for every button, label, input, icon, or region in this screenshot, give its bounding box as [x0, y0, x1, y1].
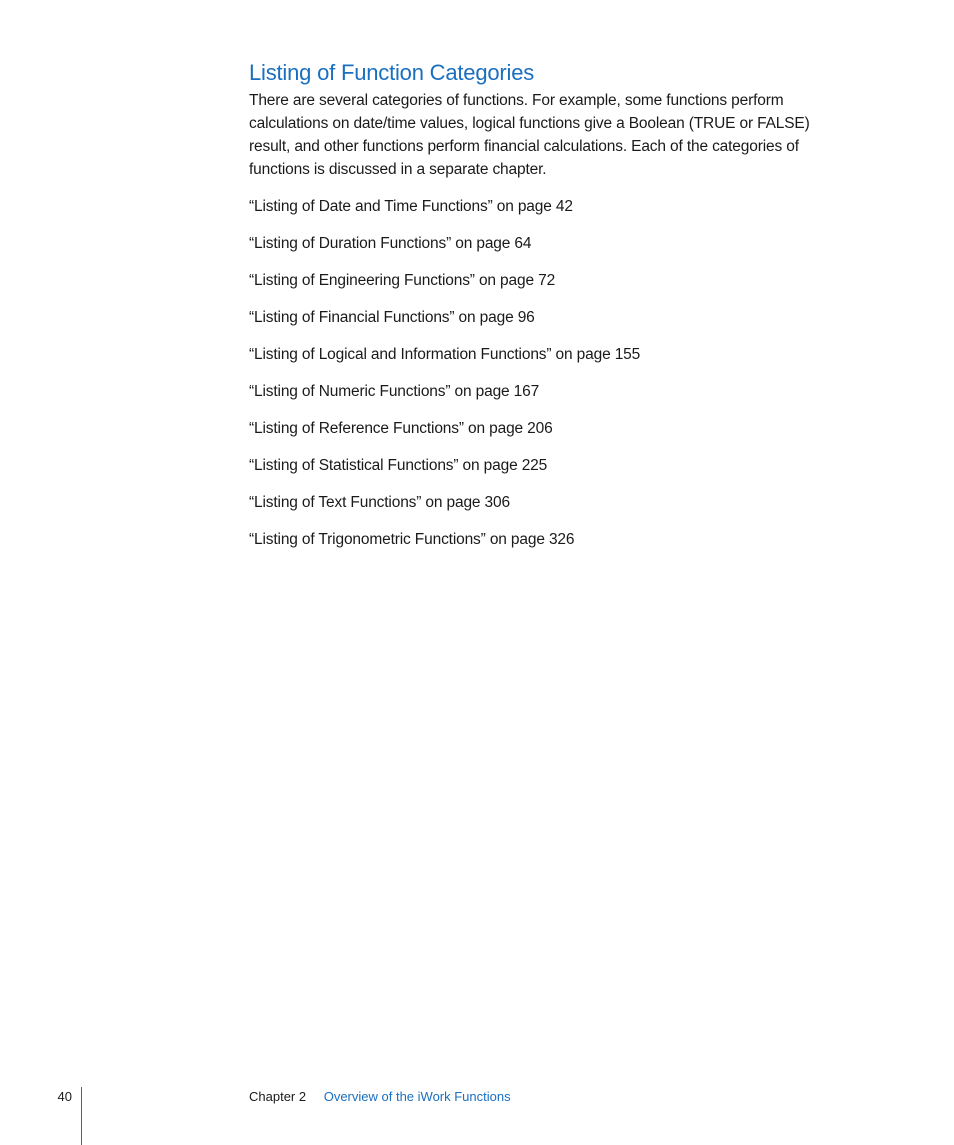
page-number: 40 [57, 1089, 72, 1104]
link-text-functions[interactable]: “Listing of Text Functions” on page 306 [249, 494, 510, 511]
intro-paragraph: There are several categories of functions. For example, some functions perform calculations on date/time values, logical functions give a Boolean (TRUE or FALSE) result, and other functions perform financial calculations. Each of the categories of functions is discussed in a separate chapter. [249, 92, 810, 178]
link-numeric-functions[interactable]: “Listing of Numeric Functions” on page 167 [249, 383, 540, 400]
link-date-time-functions[interactable]: “Listing of Date and Time Functions” on page 42 [249, 198, 573, 215]
link-logical-information-functions[interactable]: “Listing of Logical and Information Functions” on page 155 [249, 346, 641, 363]
link-duration-functions[interactable]: “Listing of Duration Functions” on page 64 [249, 235, 532, 252]
link-engineering-functions[interactable]: “Listing of Engineering Functions” on page 72 [249, 272, 556, 289]
chapter-label: Chapter 2 [249, 1089, 307, 1104]
main-content [249, 58, 849, 565]
footer-divider [81, 1087, 82, 1145]
function-category-list [249, 195, 849, 565]
footer-chapter [249, 1087, 511, 1107]
link-trigonometric-functions[interactable]: “Listing of Trigonometric Functions” on page 326 [249, 531, 575, 548]
link-reference-functions[interactable]: “Listing of Reference Functions” on page 206 [249, 420, 553, 437]
chapter-title-link[interactable]: Overview of the iWork Functions [323, 1089, 511, 1104]
section-title: Listing of Function Categories [249, 60, 535, 85]
link-statistical-functions[interactable]: “Listing of Statistical Functions” on page 225 [249, 457, 548, 474]
link-financial-functions[interactable]: “Listing of Financial Functions” on page 96 [249, 309, 535, 326]
